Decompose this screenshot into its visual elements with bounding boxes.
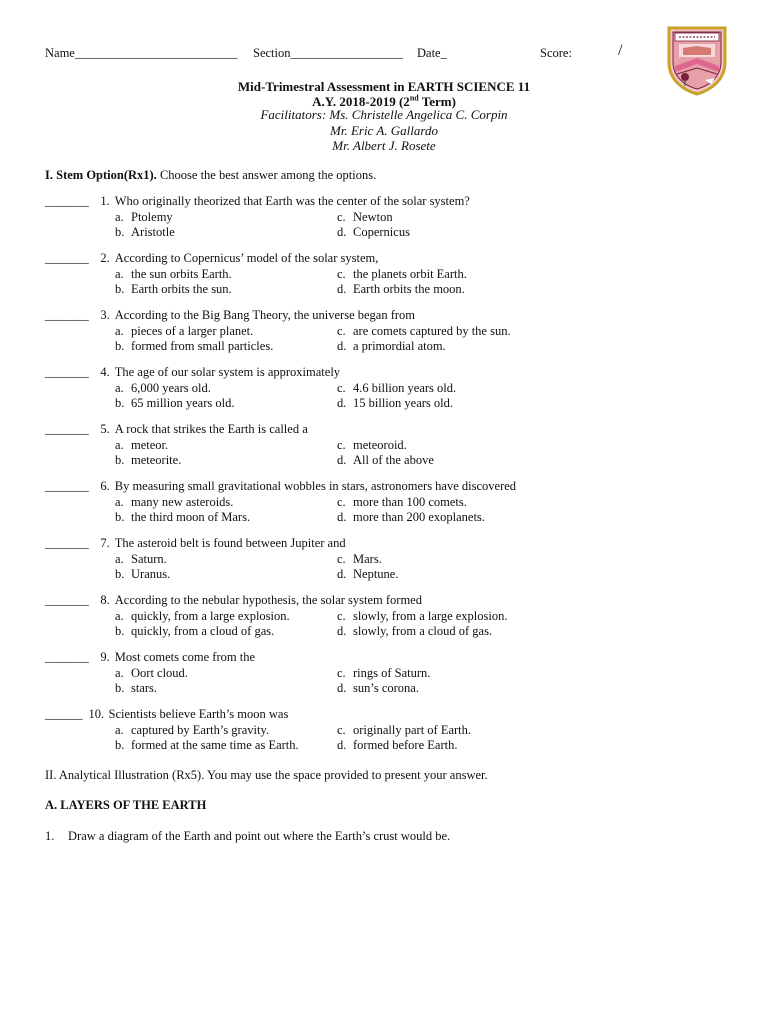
option-text: stars. <box>131 681 158 695</box>
option-letter: c. <box>337 495 346 509</box>
option-text: the planets orbit Earth. <box>353 267 467 281</box>
facilitators-line-2: Mr. Eric A. Gallardo <box>330 123 438 138</box>
question-number: 9. <box>100 650 110 664</box>
option-c[interactable] <box>337 666 430 681</box>
option-d[interactable] <box>337 282 465 297</box>
option-b[interactable] <box>115 738 299 753</box>
option-letter: b. <box>115 282 125 296</box>
option-letter: c. <box>337 381 346 395</box>
question-text: Scientists believe Earth’s moon was <box>108 707 289 721</box>
option-text: rings of Saturn. <box>353 666 431 680</box>
option-text: captured by Earth’s gravity. <box>131 723 270 737</box>
option-text: Saturn. <box>131 552 167 566</box>
option-a[interactable] <box>115 723 269 738</box>
question-number: 2. <box>100 251 110 265</box>
question-8 <box>45 593 422 608</box>
option-text: sun’s corona. <box>353 681 419 695</box>
option-text: 6,000 years old. <box>131 381 211 395</box>
option-b[interactable] <box>115 396 234 411</box>
option-b[interactable] <box>115 624 274 639</box>
option-letter: c. <box>337 438 346 452</box>
option-text: Neptune. <box>353 567 399 581</box>
option-d[interactable] <box>337 624 492 639</box>
option-letter: c. <box>337 723 346 737</box>
option-letter: a. <box>115 210 124 224</box>
section-label: Section__________________ <box>253 46 403 60</box>
option-letter: a. <box>115 381 124 395</box>
question-3 <box>45 308 415 323</box>
question-5 <box>45 422 308 437</box>
option-b[interactable] <box>115 282 232 297</box>
option-c[interactable] <box>337 723 471 738</box>
option-b[interactable] <box>115 567 170 582</box>
answer-blank[interactable]: _______ <box>45 194 89 208</box>
option-d[interactable] <box>337 681 419 696</box>
option-text: the sun orbits Earth. <box>131 267 232 281</box>
question-text: By measuring small gravitational wobbles in stars, astronomers have discovered <box>114 479 517 493</box>
question-number: 3. <box>100 308 110 322</box>
option-letter: d. <box>337 510 347 524</box>
question-number: 1. <box>100 194 110 208</box>
option-text: Copernicus <box>353 225 410 239</box>
option-letter: c. <box>337 210 346 224</box>
question-text: Most comets come from the <box>114 650 255 664</box>
question-text: The age of our solar system is approximately <box>114 365 341 379</box>
name-blank[interactable]: __________________________ <box>74 46 238 60</box>
question-4 <box>45 365 340 380</box>
option-text: Earth orbits the moon. <box>353 282 465 296</box>
option-text: more than 200 exoplanets. <box>353 510 485 524</box>
option-letter: b. <box>115 453 125 467</box>
answer-blank[interactable]: _______ <box>45 365 89 379</box>
option-c[interactable] <box>337 609 508 624</box>
option-text: All of the above <box>353 453 434 467</box>
question-number: 5. <box>100 422 110 436</box>
option-d[interactable] <box>337 453 434 468</box>
option-d[interactable] <box>337 738 457 753</box>
section-blank[interactable]: __________________ <box>290 46 403 60</box>
option-c[interactable] <box>337 324 511 339</box>
question-number: 7. <box>100 536 110 550</box>
option-letter: d. <box>337 681 347 695</box>
name-label: Name__________________________ <box>45 46 238 60</box>
option-a[interactable] <box>115 324 253 339</box>
option-d[interactable] <box>337 339 446 354</box>
option-text: quickly, from a large explosion. <box>131 609 290 623</box>
option-letter: b. <box>115 510 125 524</box>
option-text: formed before Earth. <box>353 738 458 752</box>
option-text: Newton <box>353 210 393 224</box>
option-letter: a. <box>115 495 124 509</box>
option-a[interactable] <box>115 438 168 453</box>
option-letter: b. <box>115 738 125 752</box>
option-b[interactable] <box>115 453 181 468</box>
option-letter: b. <box>115 339 125 353</box>
option-text: are comets captured by the sun. <box>353 324 511 338</box>
question-text: According to Copernicus’ model of the solar system, <box>114 251 379 265</box>
option-text: slowly, from a cloud of gas. <box>353 624 493 638</box>
option-a[interactable] <box>115 381 211 396</box>
answer-blank[interactable]: _______ <box>45 422 89 436</box>
option-b[interactable] <box>115 339 273 354</box>
section-2-heading: II. Analytical Illustration (Rx5). You may use the space provided to present your answer. <box>45 768 488 782</box>
option-a[interactable] <box>115 495 233 510</box>
option-letter: b. <box>115 225 125 239</box>
option-letter: b. <box>115 396 125 410</box>
question-text: Who originally theorized that Earth was the center of the solar system? <box>114 194 470 208</box>
option-b[interactable] <box>115 681 157 696</box>
question-text: The asteroid belt is found between Jupiter and <box>114 536 346 550</box>
question-2 <box>45 251 378 266</box>
question-number: 4. <box>100 365 110 379</box>
option-text: pieces of a larger planet. <box>131 324 254 338</box>
option-letter: d. <box>337 396 347 410</box>
academic-year: A.Y. 2018-2019 (2nd Term) <box>312 93 456 109</box>
option-c[interactable] <box>337 495 467 510</box>
option-letter: d. <box>337 738 347 752</box>
answer-blank[interactable]: _______ <box>45 479 89 493</box>
option-letter: a. <box>115 324 124 338</box>
option-b[interactable] <box>115 225 175 240</box>
option-letter: b. <box>115 624 125 638</box>
answer-blank[interactable]: ______ <box>45 707 83 721</box>
option-text: meteorite. <box>131 453 182 467</box>
option-letter: a. <box>115 723 124 737</box>
option-letter: d. <box>337 453 347 467</box>
facilitators-line-3: Mr. Albert J. Rosete <box>332 138 436 153</box>
question-7 <box>45 536 346 551</box>
facilitators-line-1: Facilitators: Ms. Christelle Angelica C. Corpin <box>260 107 508 122</box>
option-letter: a. <box>115 438 124 452</box>
option-a[interactable] <box>115 552 167 567</box>
option-d[interactable] <box>337 567 398 582</box>
option-text: a primordial atom. <box>353 339 446 353</box>
option-c[interactable] <box>337 267 467 282</box>
option-letter: a. <box>115 666 124 680</box>
option-a[interactable] <box>115 666 188 681</box>
option-text: originally part of Earth. <box>353 723 472 737</box>
option-letter: c. <box>337 609 346 623</box>
option-letter: c. <box>337 324 346 338</box>
option-text: Mars. <box>353 552 382 566</box>
option-text: Aristotle <box>131 225 175 239</box>
score-slash: / <box>618 42 623 59</box>
option-a[interactable] <box>115 609 290 624</box>
option-letter: b. <box>115 567 125 581</box>
option-d[interactable] <box>337 225 410 240</box>
option-letter: a. <box>115 552 124 566</box>
exam-title: Mid-Trimestral Assessment in EARTH SCIENCE 11 <box>237 79 531 94</box>
date-label[interactable]: Date_ <box>417 46 447 60</box>
option-c[interactable] <box>337 552 382 567</box>
option-text: more than 100 comets. <box>353 495 467 509</box>
item-1-number: 1. <box>45 829 55 843</box>
option-letter: a. <box>115 609 124 623</box>
option-text: many new asteroids. <box>131 495 234 509</box>
option-d[interactable] <box>337 396 453 411</box>
section-1-heading: I. Stem Option(Rx1). Choose the best answer among the options. <box>45 168 377 182</box>
question-text: According to the Big Bang Theory, the universe began from <box>114 308 416 322</box>
option-letter: d. <box>337 282 347 296</box>
option-letter: c. <box>337 552 346 566</box>
option-letter: c. <box>337 267 346 281</box>
subsection-a-heading: A. LAYERS OF THE EARTH <box>45 798 207 812</box>
answer-blank[interactable]: _______ <box>45 251 89 265</box>
option-a[interactable] <box>115 210 173 225</box>
option-text: 4.6 billion years old. <box>353 381 457 395</box>
option-text: Earth orbits the sun. <box>131 282 232 296</box>
option-text: the third moon of Mars. <box>131 510 251 524</box>
option-text: formed at the same time as Earth. <box>131 738 299 752</box>
option-text: formed from small particles. <box>131 339 274 353</box>
option-letter: d. <box>337 567 347 581</box>
option-letter: d. <box>337 225 347 239</box>
question-text: According to the nebular hypothesis, the solar system formed <box>114 593 422 607</box>
question-number: 8. <box>100 593 110 607</box>
score-label: Score: <box>540 46 572 60</box>
option-letter: c. <box>337 666 346 680</box>
option-letter: a. <box>115 267 124 281</box>
question-number: 10. <box>88 707 105 721</box>
option-text: slowly, from a large explosion. <box>353 609 508 623</box>
option-letter: d. <box>337 339 347 353</box>
question-9 <box>45 650 255 665</box>
option-text: meteor. <box>131 438 169 452</box>
answer-blank[interactable]: _______ <box>45 593 89 607</box>
option-c[interactable] <box>337 210 393 225</box>
question-text: A rock that strikes the Earth is called a <box>114 422 308 436</box>
option-letter: d. <box>337 624 347 638</box>
question-6 <box>45 479 516 494</box>
answer-blank[interactable]: _______ <box>45 650 89 664</box>
option-text: 15 billion years old. <box>353 396 453 410</box>
option-letter: b. <box>115 681 125 695</box>
option-text: meteoroid. <box>353 438 407 452</box>
answer-blank[interactable]: _______ <box>45 308 89 322</box>
question-10 <box>45 707 288 722</box>
option-text: Oort cloud. <box>131 666 188 680</box>
item-1-text: Draw a diagram of the Earth and point out where the Earth’s crust would be. <box>68 829 451 843</box>
option-c[interactable] <box>337 381 456 396</box>
option-d[interactable] <box>337 510 485 525</box>
option-b[interactable] <box>115 510 250 525</box>
option-text: quickly, from a cloud of gas. <box>131 624 275 638</box>
option-c[interactable] <box>337 438 407 453</box>
option-text: Ptolemy <box>131 210 173 224</box>
answer-blank[interactable]: _______ <box>45 536 89 550</box>
question-1 <box>45 194 470 209</box>
option-text: 65 million years old. <box>131 396 235 410</box>
question-number: 6. <box>100 479 110 493</box>
option-text: Uranus. <box>131 567 171 581</box>
option-a[interactable] <box>115 267 232 282</box>
